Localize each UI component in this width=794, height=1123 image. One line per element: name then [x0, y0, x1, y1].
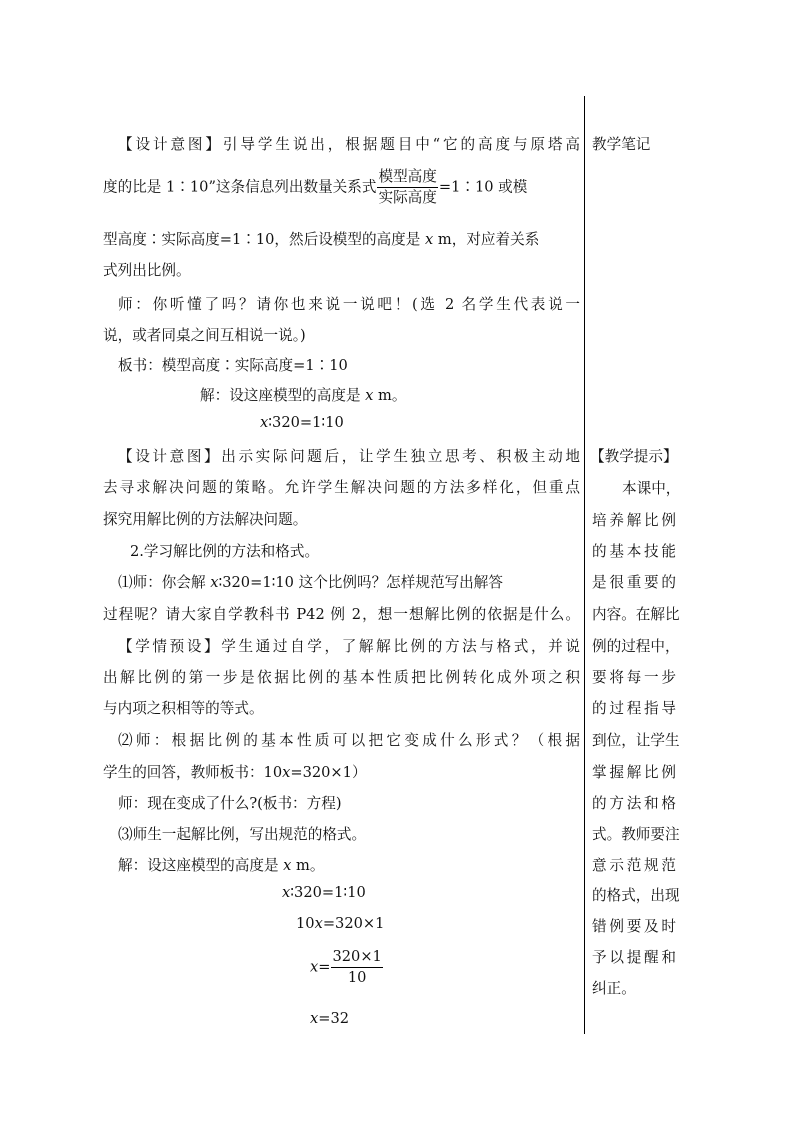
variable: x: [425, 231, 434, 248]
tip-line: 是很重要的: [592, 574, 676, 591]
paragraph-line: ⑵师：根据比例的基本性质可以把它变成什么形式？（根据: [118, 732, 580, 749]
paragraph-line: 去寻求解决问题的策略。允许学生解决问题的方法多样化，但重点: [103, 479, 580, 496]
fraction: [377, 168, 437, 207]
tip-line: 的基本技能: [592, 543, 676, 560]
variable: x: [365, 387, 374, 404]
column-divider: [584, 96, 585, 1034]
tip-line: 掌握解比例: [592, 764, 676, 781]
paragraph-line: 【设计意图】出示实际问题后，让学生独立思考、积极主动地: [118, 448, 580, 465]
paragraph-line: 探究用解比例的方法解决问题。: [103, 511, 308, 528]
tip-line: 的方法和格: [592, 795, 676, 812]
variable: x: [282, 764, 291, 781]
solution-line: [310, 1010, 349, 1027]
paragraph-line-with-fraction: [103, 168, 527, 207]
notes-title: 教学笔记: [592, 136, 651, 153]
tip-line: 内容。在解比: [592, 606, 680, 623]
tip-line: 式。教师要注: [592, 826, 680, 843]
tip-line: 意示范规范: [592, 857, 676, 874]
equals-sign: =: [318, 958, 331, 976]
text: =320×1）: [290, 764, 367, 781]
fraction-numerator: 模型高度: [377, 168, 437, 188]
text: m。: [373, 387, 407, 404]
paragraph-line: 说，或者同桌之间互相说一说。): [103, 327, 306, 344]
variable: x: [260, 414, 269, 431]
solution-line-with-fraction: [310, 948, 384, 987]
text: ∶320=1∶10 这个比例吗？怎样规范写出解答: [218, 574, 503, 591]
tip-title: 【教学提示】: [590, 448, 678, 465]
variable: x: [314, 915, 323, 932]
paragraph-line: 式列出比例。: [103, 262, 191, 279]
fraction-denominator: 10: [347, 969, 367, 986]
text: 解：设这座模型的高度是: [200, 387, 366, 404]
variable: x: [210, 574, 219, 591]
variable: x: [283, 857, 292, 874]
solution-line: [282, 884, 366, 901]
paragraph-line: 过程呢？请大家自学教科书 P42 例 2，想一想解比例的依据是什么。: [103, 606, 580, 623]
fraction-numerator: 320×1: [331, 948, 382, 968]
tip-line: 错例要及时: [592, 918, 676, 935]
text: m，对应着关系: [433, 231, 540, 248]
tip-line: 予以提醒和: [592, 949, 676, 966]
solution-line: [296, 915, 384, 932]
paragraph-line: [118, 571, 503, 592]
tip-line: 培养解比例: [592, 512, 676, 529]
text: 学生的回答，教师板书：10: [103, 764, 283, 781]
fraction-denominator: 实际高度: [378, 189, 437, 206]
text: 解：设这座模型的高度是: [118, 857, 284, 874]
text: 型高度∶实际高度=1∶10，然后设模型的高度是: [103, 231, 426, 248]
text: ∶320=1∶10: [268, 414, 344, 431]
tip-line: 到位，让学生: [592, 732, 680, 749]
board-line: 板书：模型高度∶实际高度=1∶10: [118, 357, 348, 374]
paragraph-line: 【设计意图】引导学生说出，根据题目中“它的高度与原塔高: [118, 136, 580, 153]
board-line: [260, 414, 344, 431]
tip-line: 例的过程中，: [592, 638, 680, 655]
tip-line: 要将每一步: [592, 669, 676, 686]
fraction: [331, 948, 382, 987]
paragraph-line: 2.学习解比例的方法和格式。: [130, 543, 320, 560]
tip-line: 纠正。: [592, 980, 636, 997]
text: =320×1: [322, 915, 385, 932]
text: ∶320=1∶10: [290, 884, 366, 901]
paragraph-line: 出解比例的第一步是依据比例的基本性质把比例转化成外项之积: [103, 669, 580, 686]
variable: x: [310, 1010, 319, 1027]
tip-line: 的过程指导: [592, 700, 676, 717]
board-line: [200, 384, 406, 405]
variable: x: [310, 958, 319, 976]
text: =1∶10 或模: [438, 178, 528, 196]
paragraph-line: 【学情预设】学生通过自学，了解解比例的方法与格式，并说: [118, 638, 580, 655]
text: =32: [318, 1010, 350, 1027]
text: m。: [291, 857, 325, 874]
paragraph-line: [103, 228, 539, 249]
text: ⑴师：你会解: [118, 574, 211, 591]
paragraph-line: 与内项之积相等的等式。: [103, 700, 264, 717]
tip-line: 本课中，: [622, 480, 681, 497]
paragraph-line: [103, 761, 367, 782]
variable: x: [282, 884, 291, 901]
paragraph-line: 师：现在变成了什么?(板书：方程): [118, 795, 342, 812]
paragraph-line: ⑶师生一起解比例，写出规范的格式。: [118, 826, 367, 843]
tip-line: 的格式，出现: [592, 887, 680, 904]
solution-line: [118, 854, 324, 875]
text: 度的比是 1∶10”这条信息列出数量关系式: [103, 178, 377, 196]
paragraph-line: 师：你听懂了吗？请你也来说一说吧！(选 2 名学生代表说一: [118, 296, 580, 313]
text: 10: [296, 915, 315, 932]
